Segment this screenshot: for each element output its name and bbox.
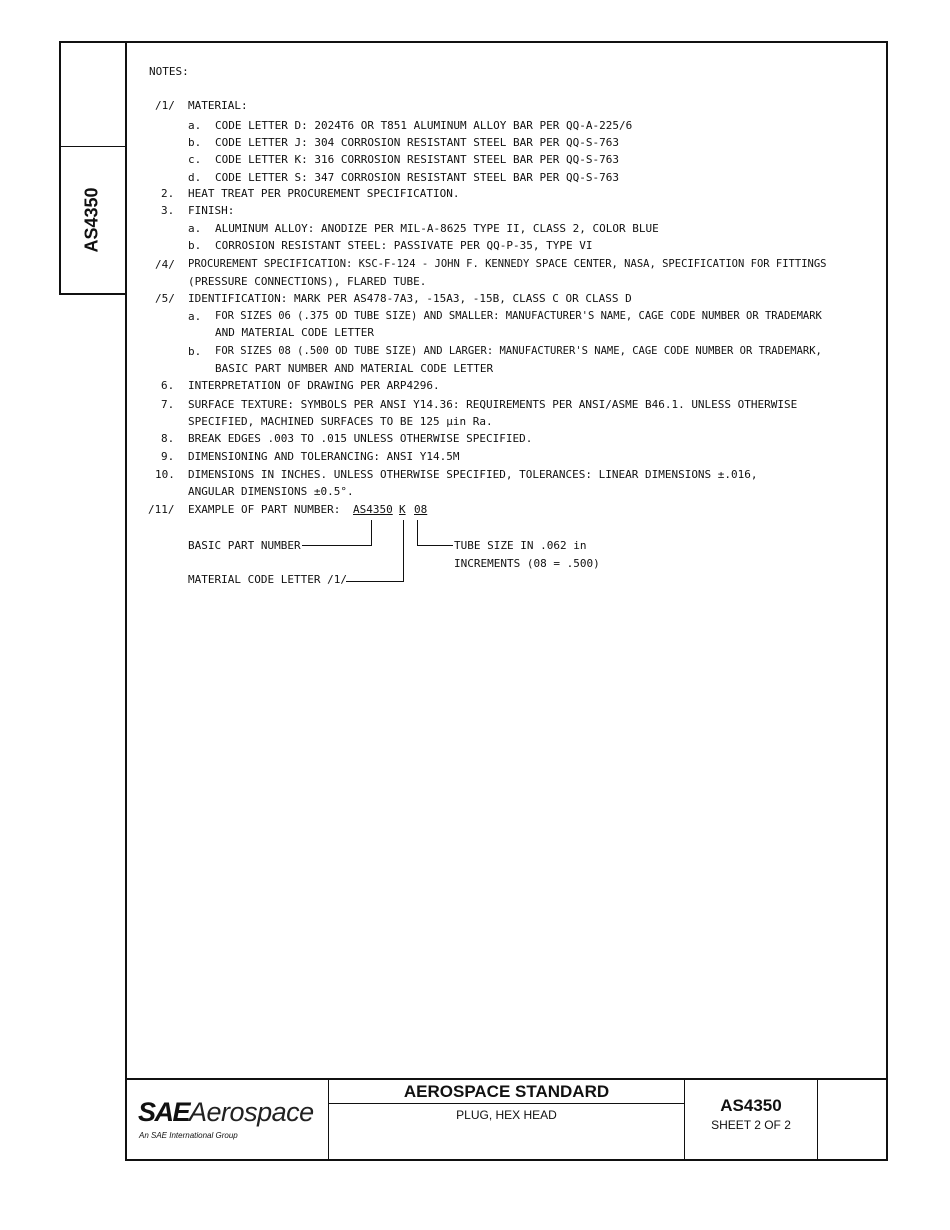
notes-heading: NOTES: (149, 65, 189, 78)
note-num: 6. (161, 379, 175, 392)
note-num: /4/ (155, 258, 175, 271)
note-text: CODE LETTER S: 347 CORROSION RESISTANT STEEL BAR PER QQ-S-763 (215, 171, 619, 184)
note-text: CODE LETTER K: 316 CORROSION RESISTANT STEEL BAR PER QQ-S-763 (215, 153, 619, 166)
note-num: c. (188, 153, 202, 166)
note-text: (PRESSURE CONNECTIONS), FLARED TUBE. (188, 275, 427, 288)
note-line: MATERIAL: (188, 99, 248, 112)
note-num: 2. (161, 187, 175, 200)
note-text: BASIC PART NUMBER AND MATERIAL CODE LETTER (215, 362, 494, 375)
note-text: BREAK EDGES .003 TO .015 UNLESS OTHERWISE SPECIFIED. (188, 432, 533, 445)
note-text: FINISH: (188, 204, 235, 217)
note-num: /11/ (148, 503, 175, 516)
tube-increment-label: INCREMENTS (08 = .500) (454, 557, 600, 570)
note-line: /1/ (155, 99, 175, 112)
note-num: a. (188, 222, 202, 235)
note-text: ANGULAR DIMENSIONS ±0.5°. (188, 485, 354, 498)
logo-sae: SAE (138, 1097, 190, 1127)
note-num: a. (188, 119, 202, 132)
part-code-letter: K (399, 503, 406, 516)
note-num: 9. (161, 450, 175, 463)
note-num: 7. (161, 398, 175, 411)
sheet-number: SHEET 2 OF 2 (711, 1118, 791, 1132)
note-num: b. (188, 136, 202, 149)
note-text: CODE LETTER J: 304 CORROSION RESISTANT STEEL BAR PER QQ-S-763 (215, 136, 619, 149)
note-text: FOR SIZES 08 (.500 OD TUBE SIZE) AND LARGER: MANUFACTURER'S NAME, CAGE CODE NUMBER OR TRADEMARK, (215, 345, 822, 357)
note-text: INTERPRETATION OF DRAWING PER ARP4296. (188, 379, 440, 392)
note-num: 3. (161, 204, 175, 217)
sae-aerospace-logo (138, 1097, 314, 1128)
note-num: /5/ (155, 292, 175, 305)
note-text: CODE LETTER D: 2024T6 OR T851 ALUMINUM ALLOY BAR PER QQ-A-225/6 (215, 119, 633, 132)
side-tab-doc-number: AS4350 (81, 187, 102, 253)
note-text: EXAMPLE OF PART NUMBER: (188, 503, 341, 516)
part-basic-number: AS4350 (353, 503, 393, 516)
doc-title: PLUG, HEX HEAD (456, 1108, 557, 1122)
note-text: SPECIFIED, MACHINED SURFACES TO BE 125 µin Ra. (188, 415, 493, 428)
note-num: b. (188, 345, 202, 358)
note-text: CORROSION RESISTANT STEEL: PASSIVATE PER QQ-P-35, TYPE VI (215, 239, 593, 252)
logo-aerospace: Aerospace (189, 1097, 314, 1127)
note-text: SURFACE TEXTURE: SYMBOLS PER ANSI Y14.36: REQUIREMENTS PER ANSI/ASME B46.1. UNLESS OTHERWISE (188, 398, 798, 411)
logo-tagline: An SAE International Group (139, 1131, 238, 1140)
note-text: HEAT TREAT PER PROCUREMENT SPECIFICATION. (188, 187, 460, 200)
note-num: d. (188, 171, 202, 184)
tube-size-label: TUBE SIZE IN .062 in (454, 539, 587, 552)
note-num: 10. (155, 468, 175, 481)
note-text: ALUMINUM ALLOY: ANODIZE PER MIL-A-8625 TYPE II, CLASS 2, COLOR BLUE (215, 222, 659, 235)
standard-label: AEROSPACE STANDARD (403, 1082, 610, 1101)
note-num: 8. (161, 432, 175, 445)
note-num: a. (188, 310, 202, 323)
note-num: b. (188, 239, 202, 252)
note-text: PROCUREMENT SPECIFICATION: KSC-F-124 - JOHN F. KENNEDY SPACE CENTER, NASA, SPECIFICATION FOR FITTINGS (188, 258, 827, 270)
part-tube-size: 08 (414, 503, 428, 516)
note-text: DIMENSIONING AND TOLERANCING: ANSI Y14.5M (188, 450, 460, 463)
material-code-label: MATERIAL CODE LETTER /1/ (188, 573, 347, 586)
note-text: FOR SIZES 06 (.375 OD TUBE SIZE) AND SMALLER: MANUFACTURER'S NAME, CAGE CODE NUMBER OR TRADEMARK (215, 310, 822, 322)
note-text: IDENTIFICATION: MARK PER AS478-7A3, -15A3, -15B, CLASS C OR CLASS D (188, 292, 632, 305)
basic-part-number-label: BASIC PART NUMBER (188, 539, 301, 552)
note-text: AND MATERIAL CODE LETTER (215, 326, 374, 339)
note-text: DIMENSIONS IN INCHES. UNLESS OTHERWISE SPECIFIED, TOLERANCES: LINEAR DIMENSIONS ±.016, (188, 468, 758, 481)
title-block-doc-number: AS4350 (720, 1096, 782, 1115)
